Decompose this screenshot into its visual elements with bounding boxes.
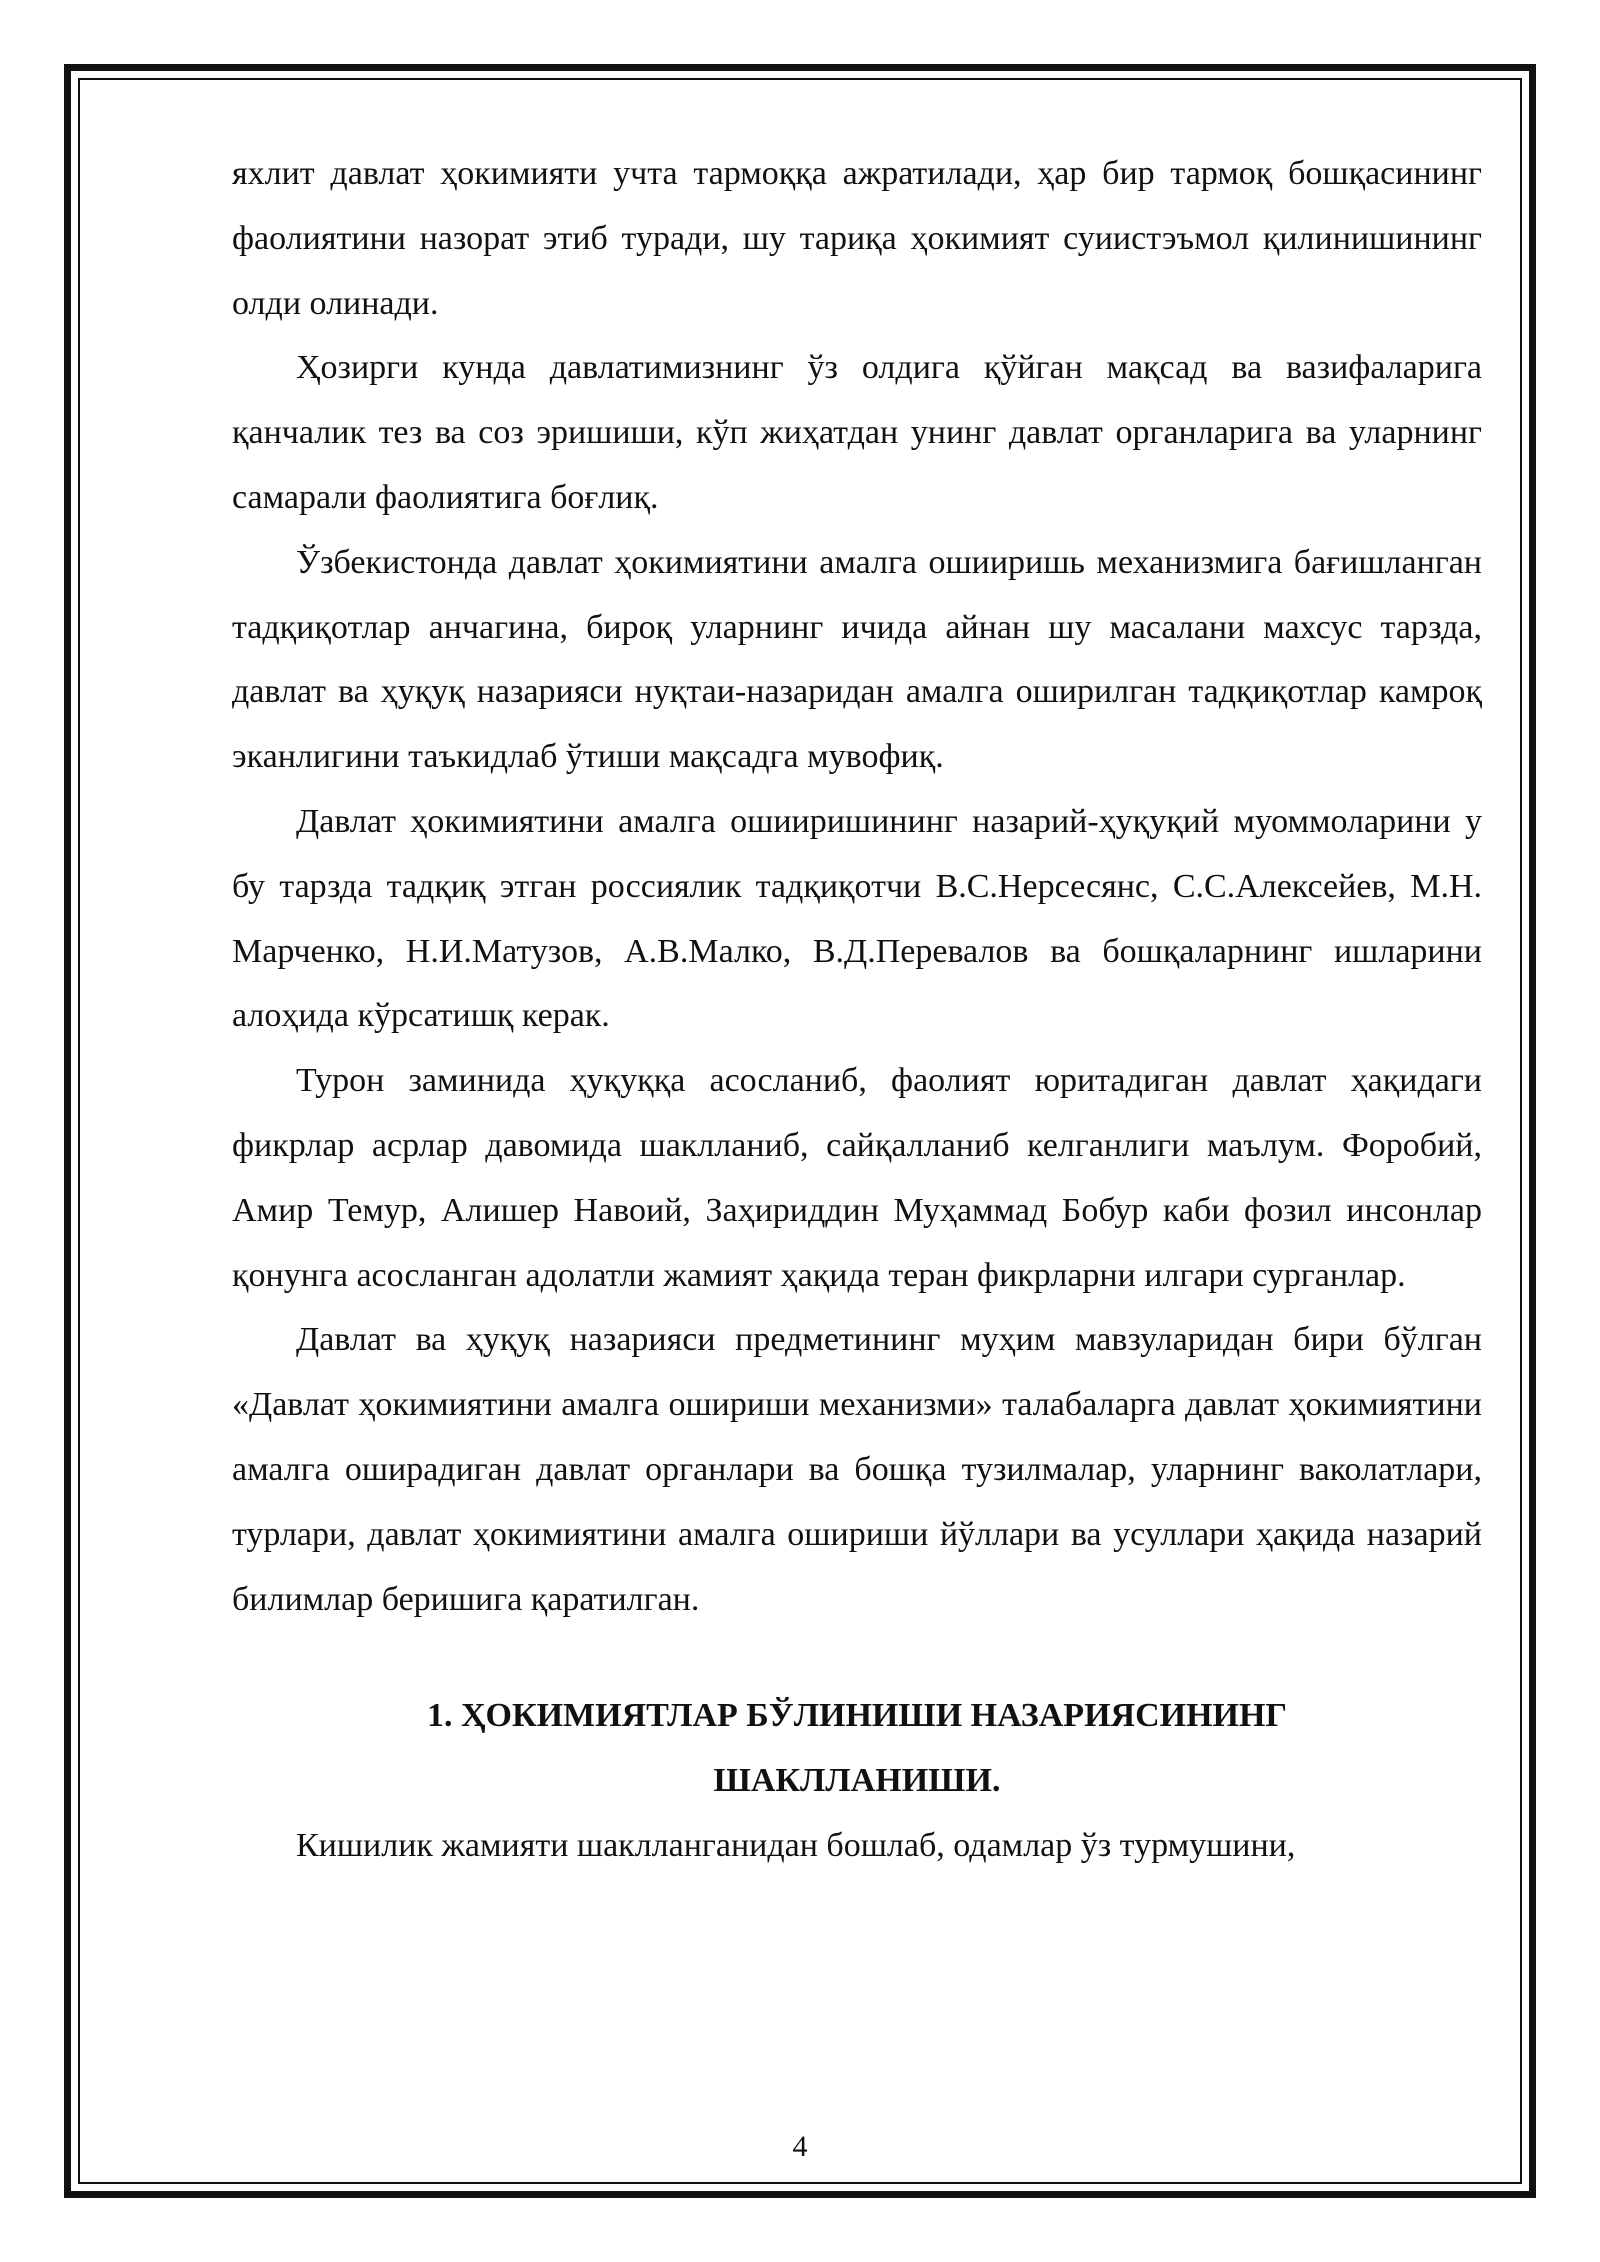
paragraph-russian-researchers: Давлат ҳокимиятини амалга ошииришининг назарий-ҳуқуқий муоммоларини у бу тарзда тадқиқ этган россиялик тадқиқотчи В.С.Нерсесянс, С.С.Алексейев, М.Н. Марченко, Н.И.Матузов, А.В.Малко, В.Д.Перевалов ва бошқаларнинг ишларини алоҳида кўрсатишқ керак. — [232, 802, 1482, 1035]
paragraph-course-topic: Давлат ва ҳуқуқ назарияси предметининг муҳим мавзуларидан бири бўлган «Давлат ҳокимиятини амалга ошириши механизми» талабаларга давлат ҳокимиятини амалга оширадиган давлат органлари ва бошқа тузилмалар, уларнинг ваколатлари, турлари, давлат ҳокимиятини амалга ошириши йўллари ва усуллари ҳақида назарий билимлар беришига қаратилган. — [232, 1321, 1482, 1618]
section-heading-line-1: 1. ҲОКИМИЯТЛАР БЎЛИНИШИ НАЗАРИЯСИНИНГ — [426, 1697, 1288, 1735]
paragraph-turan-thinkers: Турон заминида ҳуқуққа асосланиб, фаолият юритадиган давлат ҳақидаги фикрлар асрлар давомида шаклланиб, сайқалланиб келганлиги маълум. Форобий, Амир Темур, Алишер Навоий, Заҳириддин Муҳаммад Бобур каби фозил инсонлар қонунга асосланган адолатли жамият ҳақида теран фикрларни илгари сурганлар. — [232, 1062, 1482, 1294]
section-heading-line-2: ШАКЛЛАНИШИ. — [713, 1762, 1001, 1800]
paragraph-continuation: яхлит давлат ҳокимияти учта тармоққа ажратилади, ҳар бир тармоқ бошқасининг фаолиятини назорат этиб туради, шу тариқа ҳокимият суиистэъмол қилинишининг олди олинади. — [232, 155, 1482, 322]
document-body — [232, 142, 1482, 1879]
paragraph-section-start: Кишилик жамияти шаклланганидан бошлаб, одамлар ўз турмушини, — [296, 1826, 1296, 1864]
paragraph-current-goals: Ҳозирги кунда давлатимизнинг ўз олдига қўйган мақсад ва вазифаларига қанчалик тез ва соз эришиши, кўп жиҳатдан унинг давлат органларига ва уларнинг самарали фаолиятига боғлиқ. — [232, 349, 1482, 516]
section-heading — [232, 1684, 1482, 1814]
paragraph-uzbek-research: Ўзбекистонда давлат ҳокимиятини амалга ошииришь механизмига бағишланган тадқиқотлар анчагина, бироқ уларнинг ичида айнан шу масалани махсус тарзда, давлат ва ҳуқуқ назарияси нуқтаи-назаридан амалга оширилган тадқиқотлар камроқ эканлигини таъкидлаб ўтиши мақсадга мувофиқ. — [232, 543, 1482, 776]
page-number: 4 — [792, 2130, 808, 2163]
